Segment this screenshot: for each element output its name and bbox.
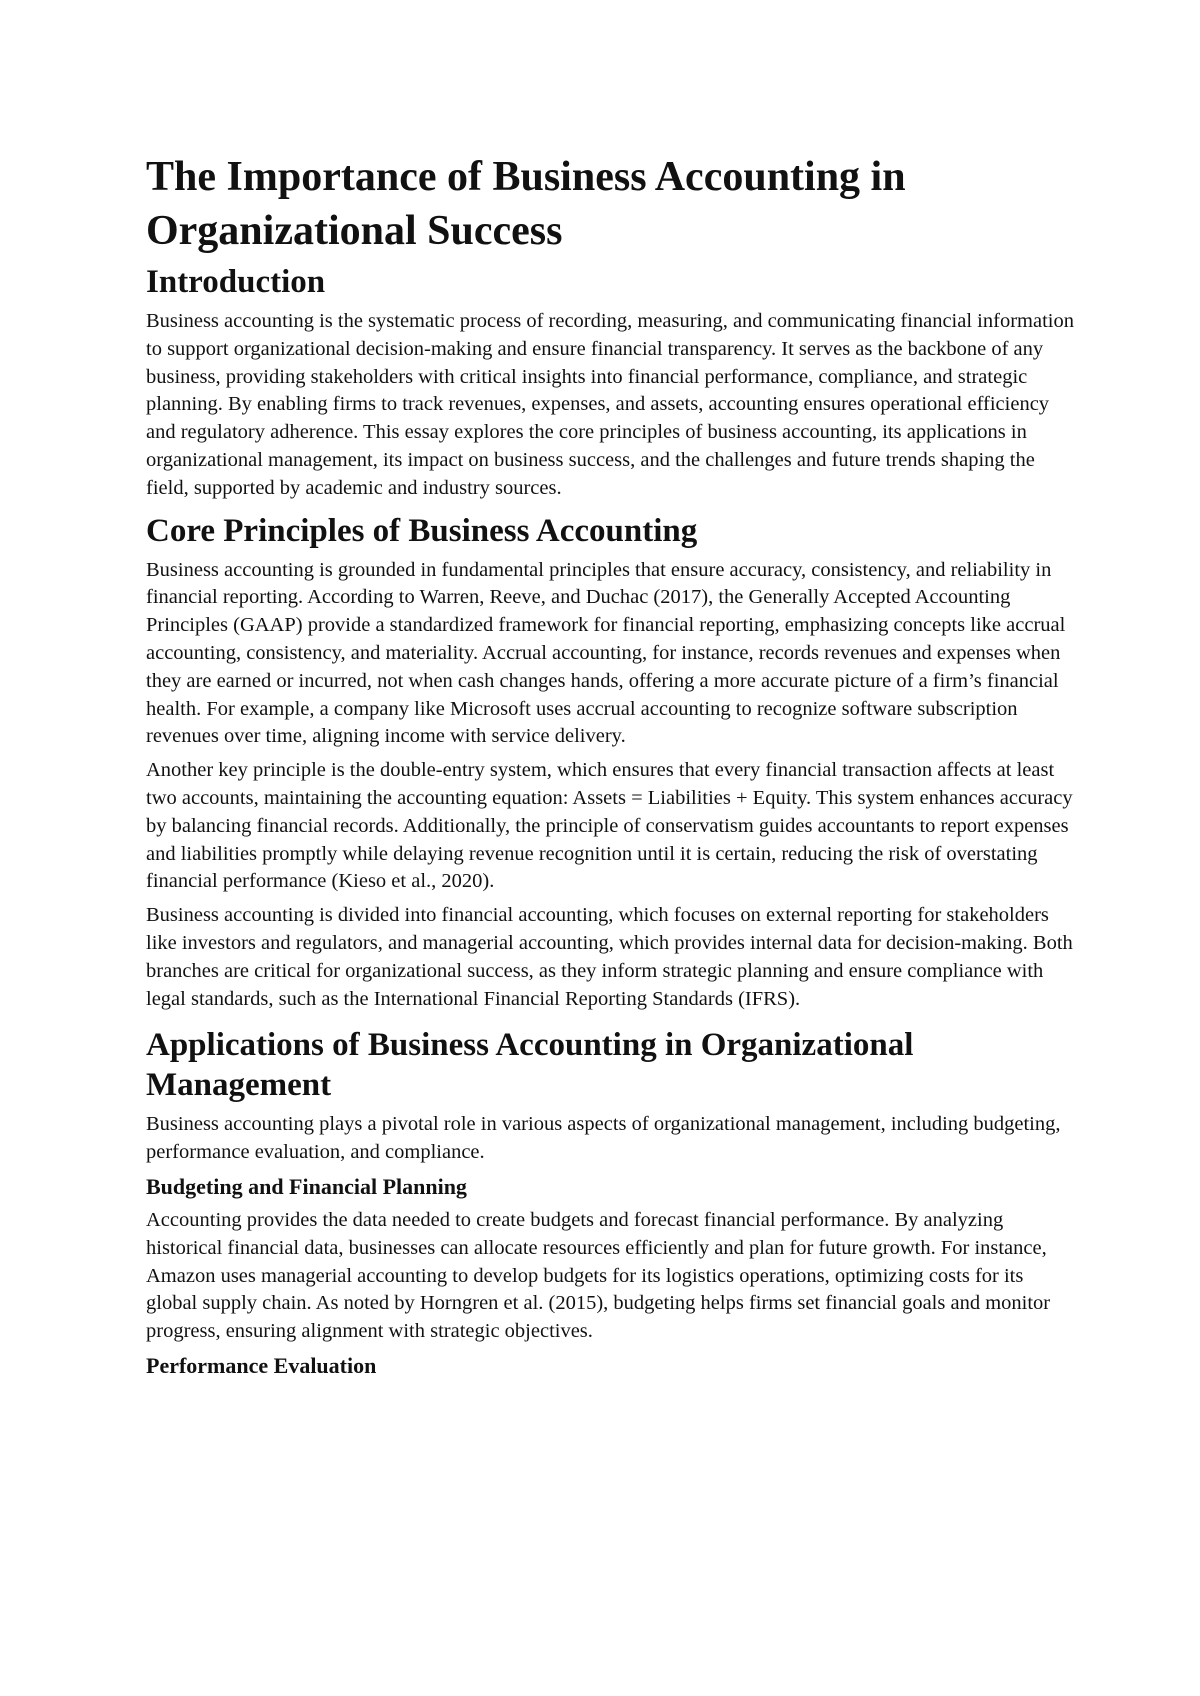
section-heading-introduction: Introduction: [146, 264, 326, 300]
paragraph: Accounting provides the data needed to create budgets and forecast financial performance. By analyzing historical financial data, businesses can allocate resources efficiently and plan for future growth. For instance, Amazon uses managerial accounting to develop budgets for its logistics operations, optimizing costs for its global supply chain. As noted by Horngren et al. (2015), budgeting helps firms set financial goals and monitor progress, ensuring alignment with strategic objectives.: [146, 1208, 1051, 1343]
subsection-heading-performance-evaluation: Performance Evaluation: [146, 1352, 377, 1378]
section-heading-applications: Applications of Business Accounting in Organizational Management: [146, 1027, 914, 1104]
paragraph: Business accounting is divided into financial accounting, which focuses on external reporting for stakeholders like investors and regulators, and managerial accounting, which provides internal data for decision-making. Both branches are critical for organizational success, as they inform strategic planning and ensure compliance with legal standards, such as the International Financial Reporting Standards (IFRS).: [146, 904, 1073, 1010]
paragraph: Business accounting plays a pivotal role in various aspects of organizational management, including budgeting, performance evaluation, and compliance.: [146, 1113, 1061, 1164]
paragraph: Business accounting is grounded in fundamental principles that ensure accuracy, consistency, and reliability in financial reporting. According to Warren, Reeve, and Duchac (2017), the Generally Accepted Accounting Principles (GAAP) provide a standardized framework for financial reporting, emphasizing concepts like accrual accounting, consistency, and materiality. Accrual accounting, for instance, records revenues and expenses when they are earned or incurred, not when cash changes hands, offering a more accurate picture of a firm’s financial health. For example, a company like Microsoft uses accrual accounting to recognize software subscription revenues over time, aligning income with service delivery.: [146, 558, 1066, 748]
section-heading-core-principles: Core Principles of Business Accounting: [146, 512, 698, 549]
paragraph: Business accounting is the systematic process of recording, measuring, and communicating financial information to support organizational decision-making and ensure financial transparency. It serves as the backbone of any business, providing stakeholders with critical insights into financial performance, compliance, and strategic planning. By enabling firms to track revenues, expenses, and assets, accounting ensures operational efficiency and regulatory adherence. This essay explores the core principles of business accounting, its applications in organizational management, its impact on business success, and the challenges and future trends shaping the field, supported by academic and industry sources.: [146, 310, 1074, 499]
document-title: The Importance of Business Accounting in Organizational Success: [146, 154, 906, 254]
subsection-heading-budgeting: Budgeting and Financial Planning: [146, 1173, 467, 1199]
document-page: [146, 150, 1076, 1386]
paragraph: Another key principle is the double-entry system, which ensures that every financial transaction affects at least two accounts, maintaining the accounting equation: Assets = Liabilities + Equity. This system enhances accuracy by balancing financial records. Additionally, the principle of conservatism guides accountants to report expenses and liabilities promptly while delaying revenue recognition until it is certain, reducing the risk of overstating financial performance (Kieso et al., 2020).: [146, 759, 1073, 893]
